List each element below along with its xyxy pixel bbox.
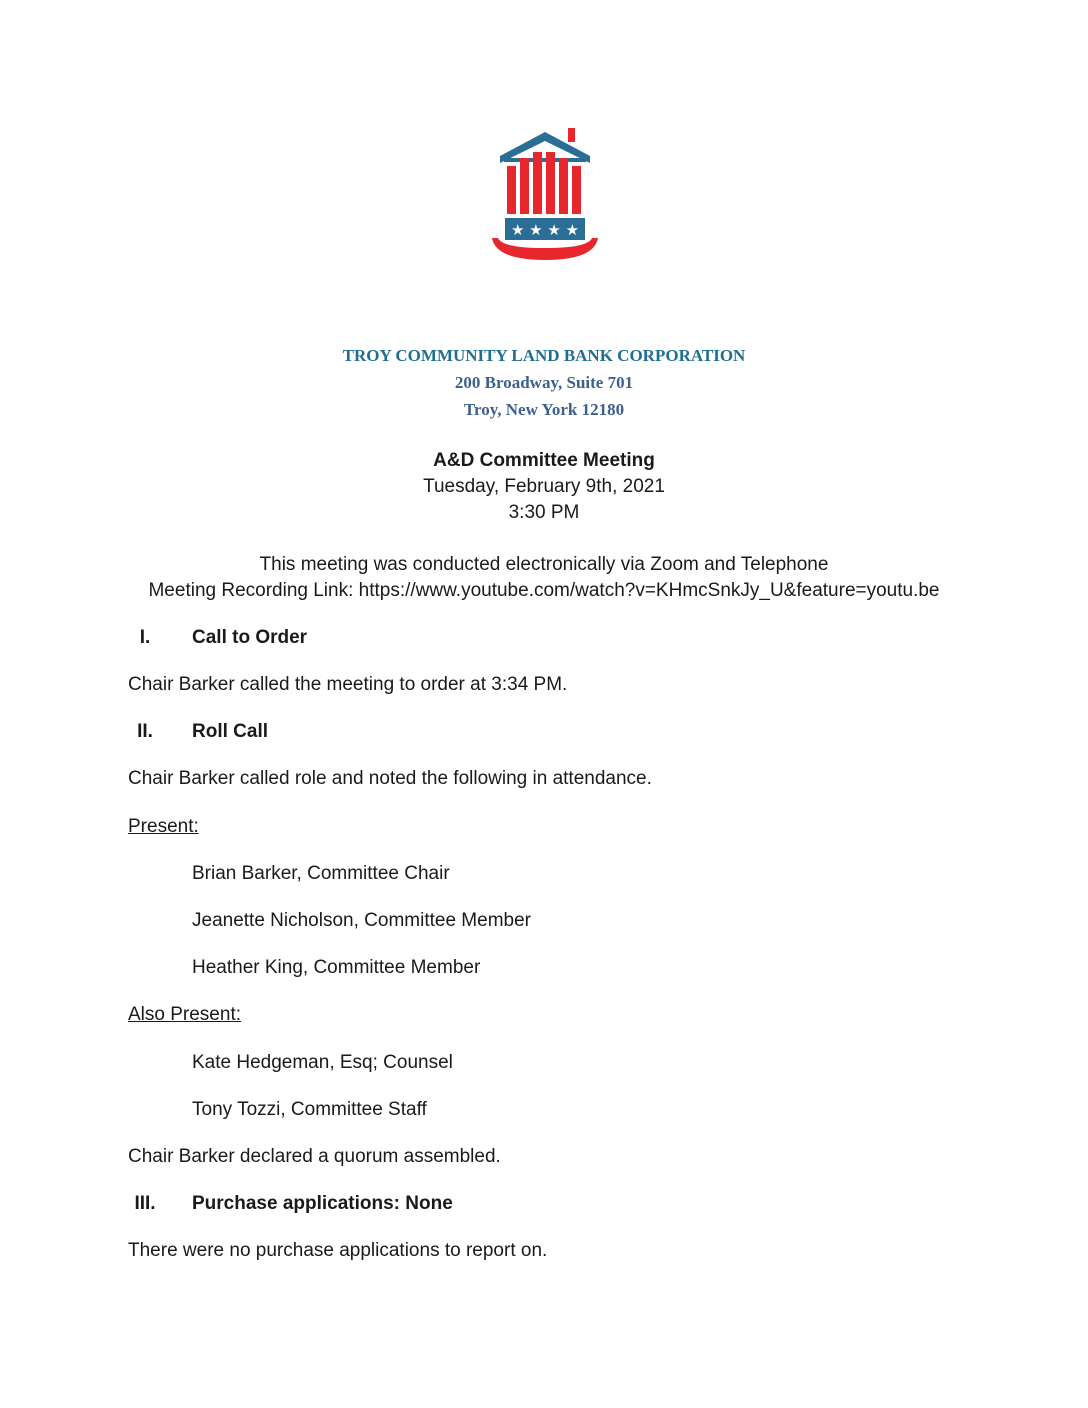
- meeting-conducted-note: This meeting was conducted electronically via Zoom and Telephone: [259, 554, 829, 575]
- quorum-statement: Chair Barker declared a quorum assembled.: [128, 1146, 501, 1167]
- meeting-time: 3:30 PM: [508, 502, 580, 523]
- section-number: II.: [137, 721, 153, 742]
- section-title: Call to Order: [192, 627, 308, 648]
- purchase-applications-text: There were no purchase applications to report on.: [128, 1240, 548, 1261]
- call-to-order-text: Chair Barker called the meeting to order at 3:34 PM.: [128, 674, 568, 695]
- land-bank-logo: [486, 126, 604, 266]
- also-present-attendee: Kate Hedgeman, Esq; Counsel: [192, 1052, 453, 1073]
- section-title: Purchase applications: None: [192, 1193, 453, 1214]
- also-present-label: Also Present:: [128, 1004, 241, 1025]
- organization-address-line1: 200 Broadway, Suite 701: [454, 373, 634, 392]
- svg-text:★ ★ ★ ★: ★ ★ ★ ★: [510, 221, 580, 239]
- present-attendee: Brian Barker, Committee Chair: [192, 863, 450, 884]
- present-attendee: Heather King, Committee Member: [192, 957, 481, 978]
- organization-name: TROY COMMUNITY LAND BANK CORPORATION: [342, 346, 746, 365]
- meeting-title: A&D Committee Meeting: [433, 450, 655, 471]
- organization-address-line2: Troy, New York 12180: [463, 400, 625, 419]
- roll-call-text: Chair Barker called role and noted the following in attendance.: [128, 768, 652, 789]
- present-label: Present:: [128, 816, 199, 837]
- section-number: I.: [139, 627, 151, 648]
- section-number: III.: [134, 1193, 156, 1214]
- present-attendee: Jeanette Nicholson, Committee Member: [192, 910, 531, 931]
- also-present-attendee: Tony Tozzi, Committee Staff: [192, 1099, 427, 1120]
- section-title: Roll Call: [192, 721, 269, 742]
- meeting-date: Tuesday, February 9th, 2021: [423, 476, 665, 497]
- meeting-recording-link[interactable]: Meeting Recording Link: https://www.youtube.com/watch?v=KHmcSnkJy_U&feature=youtu.be: [148, 580, 940, 601]
